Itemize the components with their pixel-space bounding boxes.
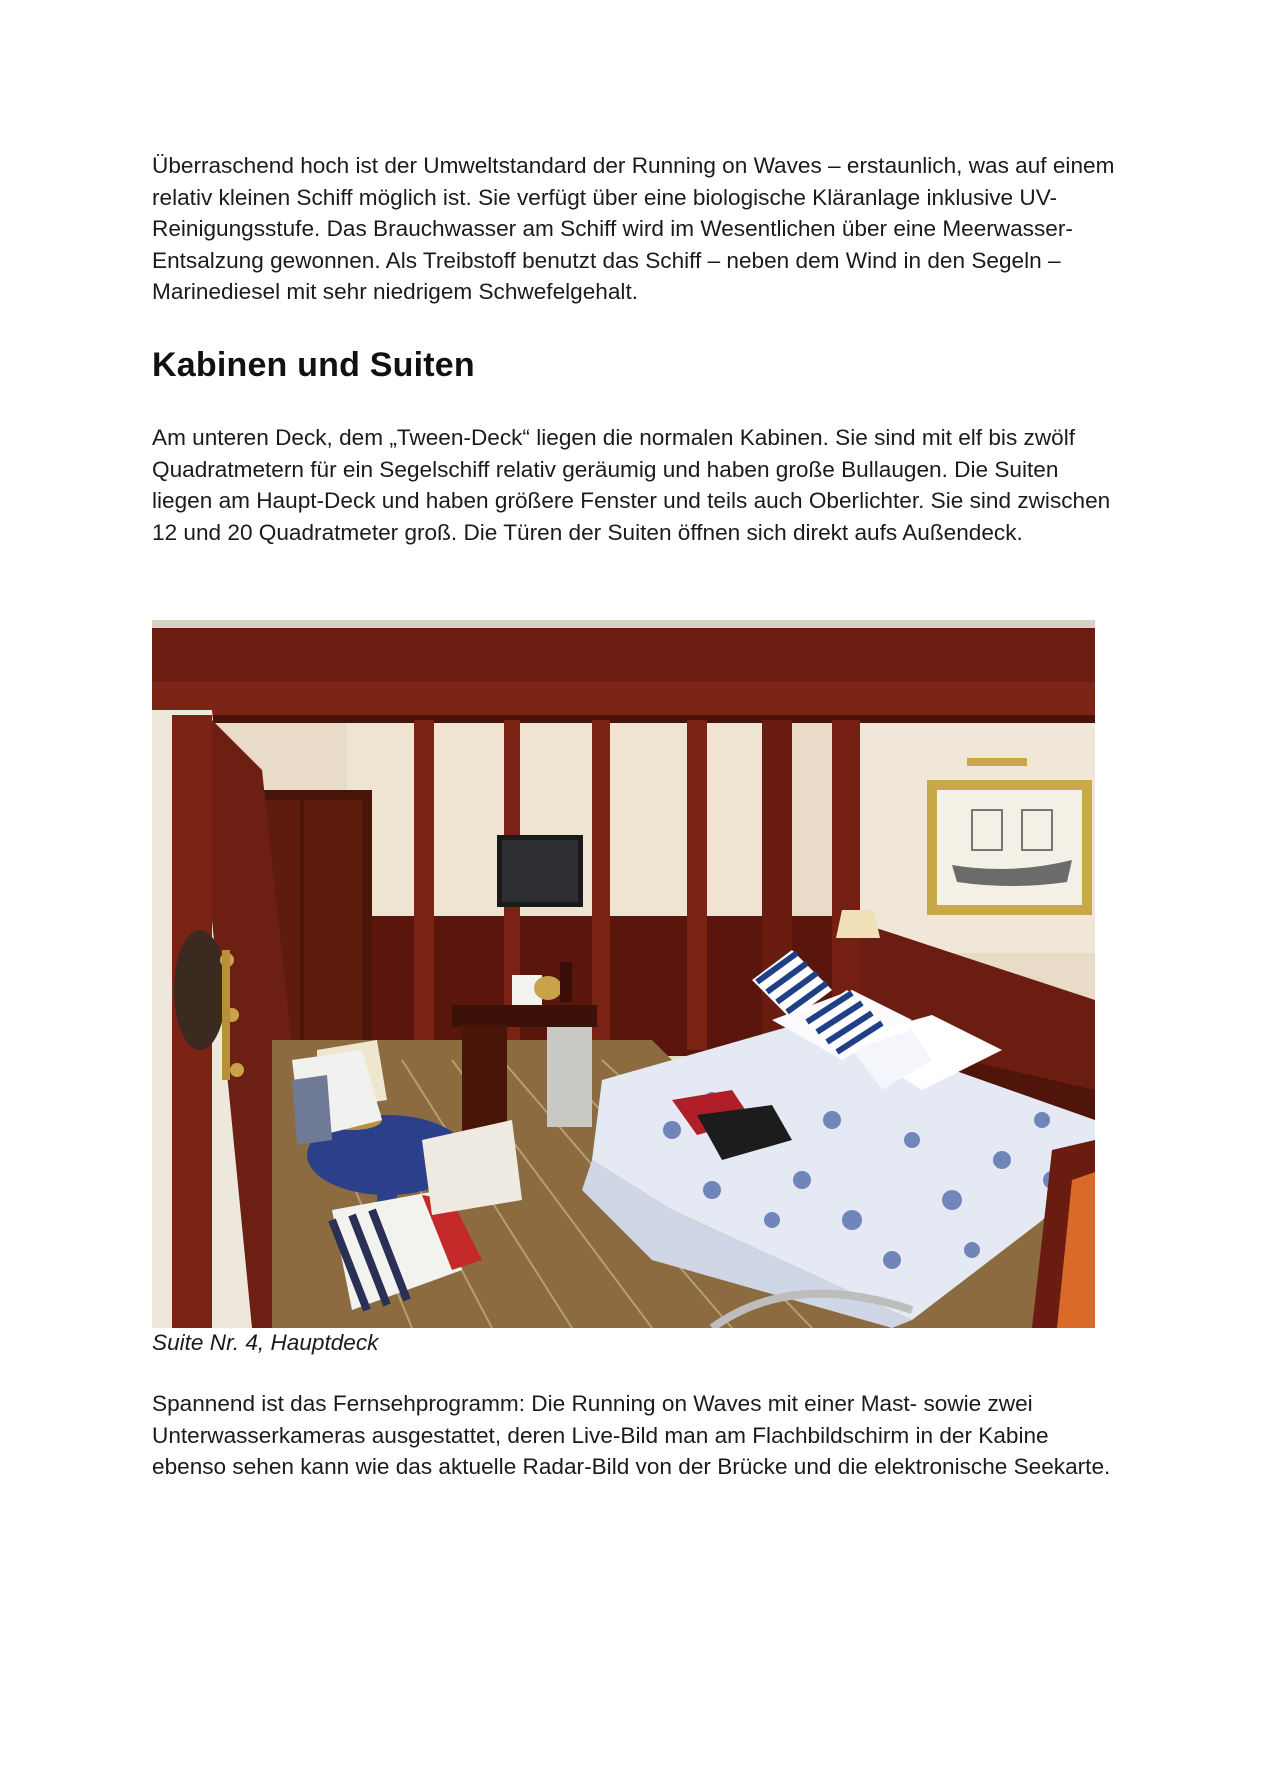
section-heading: Kabinen und Suiten (152, 346, 475, 384)
photo-caption: Suite Nr. 4, Hauptdeck (152, 1330, 379, 1355)
paragraph-tv: Spannend ist das Fernsehprogramm: Die Running on Waves mit einer Mast- sowie zwei Unterwasserkameras ausgestattet, deren Live-Bild man am Flachbildschirm in der Kabine ebenso sehen kann wie das aktuelle Radar-Bild von der Brücke und die elektronische Seekarte. (152, 1391, 1111, 1479)
paragraph-cabins: Am unteren Deck, dem „Tween-Deck“ liegen die normalen Kabinen. Sie sind mit elf bis zwölf Quadratmetern für ein Segelschiff relativ geräumig und haben große Bullaugen. Die Suiten liegen am Haupt-Deck und haben größere Fenster und teils auch Oberlichter. Sie sind zwischen 12 und 20 Quadratmeter groß. Die Türen der Suiten öffnen sich direkt aufs Außendeck. (152, 425, 1111, 545)
suite-photo (152, 620, 1095, 1328)
paragraph-environment: Überraschend hoch ist der Umweltstandard der Running on Waves – erstaunlich, was auf einem relativ kleinen Schiff möglich ist. Sie verfügt über eine biologische Kläranlage inklusive UV-Reinigungsstufe. Das Brauchwasser am Schiff wird im Wesentlichen über eine Meerwasser-Entsalzung gewonnen. Als Treibstoff benutzt das Schiff – neben dem Wind in den Segeln – Marinediesel mit sehr niedrigem Schwefelgehalt. (152, 153, 1115, 304)
